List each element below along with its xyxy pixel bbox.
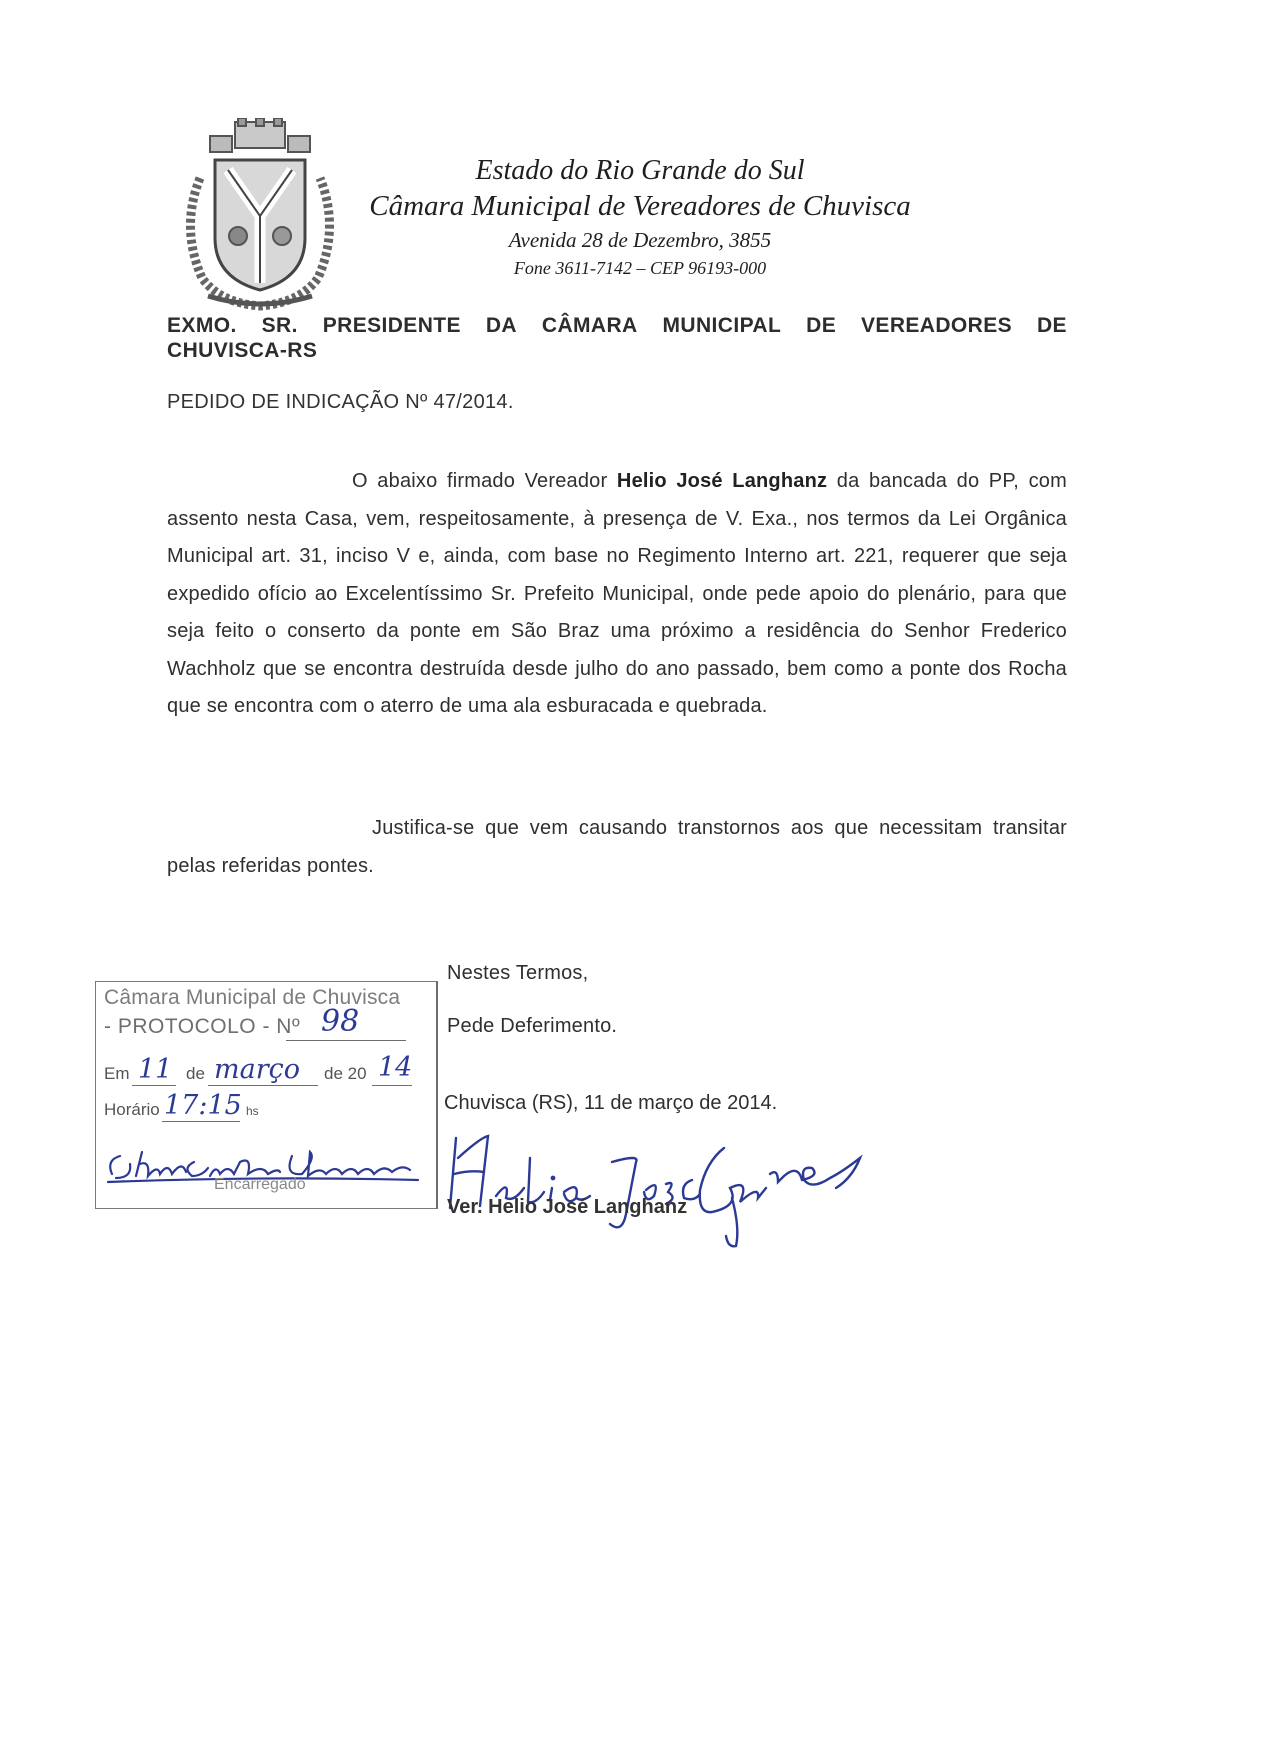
letterhead-chamber: Câmara Municipal de Vereadores de Chuvisca: [369, 190, 911, 222]
stamp-year-line: [372, 1085, 412, 1086]
body-paragraph-2: [167, 810, 1067, 885]
stamp-footer: Encarregado: [214, 1176, 306, 1193]
stamp-year-label: de 20: [324, 1064, 367, 1083]
paragraph-1-start: O abaixo firmado Vereador: [352, 470, 608, 492]
addressee-word: VEREADORES: [861, 314, 1013, 337]
stamp-day: 11: [138, 1054, 173, 1085]
addressee-word: SR.: [261, 314, 298, 337]
paragraph-2-text: Justifica-se que vem causando transtornos aos que necessitam transitar pelas referidas pontes.: [167, 817, 1067, 877]
addressee: [167, 314, 1067, 363]
stamp-month: março: [214, 1054, 300, 1085]
addressee-word: PRESIDENTE: [322, 314, 461, 337]
paragraph-1-rest: da bancada do PP, com assento nesta Casa, vem, respeitosamente, à presença de V. Exa., nos termos da Lei Orgânica Municipal art. 31, inciso V e, ainda, com base no Regimento Interno art. 221, requerer que seja expedido ofício ao Excelentíssimo Sr. Prefeito Municipal, onde pede apoio do plenário, para que seja feito o conserto da ponte em São Braz uma próximo a residência do Senhor Frederico Wachholz que se encontra destruída desde julho do ano passado, bem como a ponte dos Rocha que se encontra com o aterro de uma ala esburacada e quebrada.: [167, 470, 1067, 717]
stamp-hs-label: hs: [246, 1104, 259, 1118]
closing-date: Chuvisca (RS), 11 de março de 2014.: [444, 1092, 778, 1114]
coat-of-arms-icon: [180, 118, 340, 313]
stamp-day-line: [132, 1085, 176, 1086]
protocol-stamp: [95, 981, 438, 1209]
stamp-year: 14: [378, 1052, 413, 1083]
stamp-time-label: Horário: [104, 1100, 160, 1119]
addressee-word: CÂMARA: [541, 314, 638, 337]
letterhead-phone: Fone 3611-7142 – CEP 96193-000: [513, 258, 767, 278]
stamp-title: Câmara Municipal de Chuvisca: [104, 986, 401, 1009]
addressee-word: DA: [485, 314, 517, 337]
stamp-protocol-label: - PROTOCOLO - Nº: [104, 1015, 301, 1038]
addressee-line2: CHUVISCA-RS: [167, 339, 318, 362]
handwritten-signature: [440, 1118, 880, 1253]
stamp-em-label: Em: [104, 1064, 130, 1083]
stamp-time-line: [162, 1121, 240, 1122]
request-number: PEDIDO DE INDICAÇÃO Nº 47/2014.: [167, 391, 514, 413]
addressee-word: DE: [1036, 314, 1067, 337]
closing-request: Pede Deferimento.: [447, 1015, 618, 1037]
addressee-word: MUNICIPAL: [662, 314, 782, 337]
stamp-de-label: de: [186, 1064, 205, 1083]
addressee-word: DE: [806, 314, 837, 337]
addressee-word: EXMO.: [167, 314, 237, 337]
stamp-number-line: [286, 1040, 406, 1041]
body-paragraph-1: [167, 463, 1067, 726]
stamp-month-line: [208, 1085, 318, 1086]
stamp-time: 17:15: [164, 1090, 242, 1121]
stamp-protocol-number: 98: [321, 1004, 360, 1039]
closing-terms: Nestes Termos,: [447, 962, 589, 984]
letterhead-address: Avenida 28 de Dezembro, 3855: [508, 228, 772, 252]
addressee-line1: [167, 314, 1067, 338]
letterhead-state: Estado do Rio Grande do Sul: [475, 155, 805, 186]
signer-name: Ver. Helio José Langhanz: [447, 1196, 688, 1218]
councillor-name: Helio José Langhanz: [616, 470, 828, 492]
